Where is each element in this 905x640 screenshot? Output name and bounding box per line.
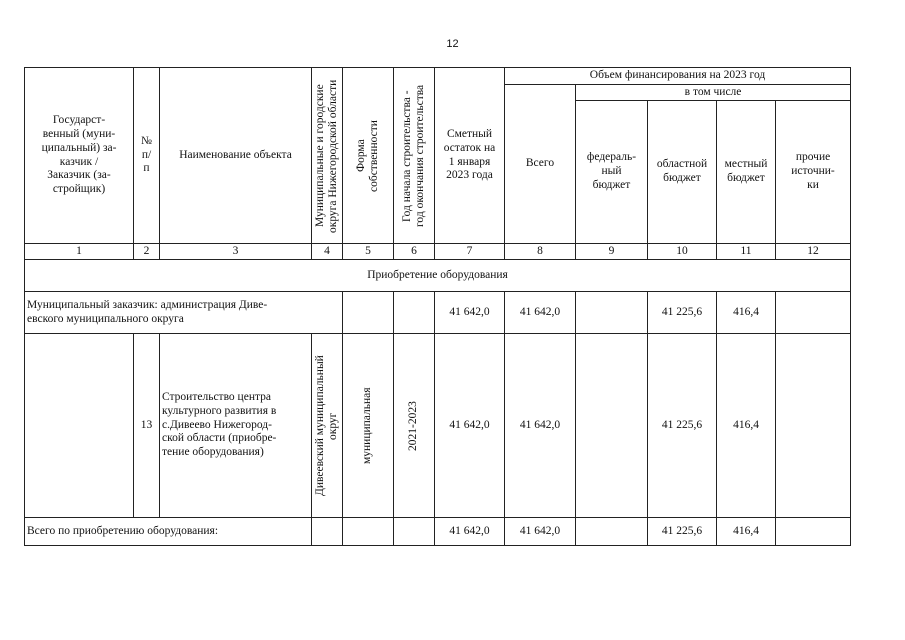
- item-row: [25, 334, 851, 518]
- cell-other: [776, 334, 851, 518]
- column-number: 3: [160, 244, 312, 260]
- column-number: 1: [25, 244, 134, 260]
- column-number: 8: [505, 244, 576, 260]
- header-total: Всего: [505, 85, 576, 244]
- header-years: Год начала строительства - год окончания строительства: [394, 68, 435, 244]
- item-municipality: Дивеевский муниципальный округ: [312, 334, 343, 518]
- column-number: 2: [134, 244, 160, 260]
- item-years: 2021-2023: [394, 334, 435, 518]
- column-number: 6: [394, 244, 435, 260]
- item-ownership: муниципальная: [343, 334, 394, 518]
- total-row: [25, 518, 851, 546]
- cell-empty: [312, 518, 343, 546]
- cell-empty: [343, 292, 394, 334]
- cell-estimate: 41 642,0: [435, 334, 505, 518]
- item-number: 13: [134, 334, 160, 518]
- header-object-name: Наименование объекта: [160, 68, 312, 244]
- total-label: Всего по приобретению оборудования:: [25, 518, 312, 546]
- cell-empty: [25, 334, 134, 518]
- cell-regional: 41 225,6: [648, 334, 717, 518]
- cell-other: [776, 518, 851, 546]
- cell-regional: 41 225,6: [648, 518, 717, 546]
- column-number: 12: [776, 244, 851, 260]
- cell-empty: [394, 292, 435, 334]
- header-number: № п/ п: [134, 68, 160, 244]
- column-number: 9: [576, 244, 648, 260]
- header-local: местный бюджет: [717, 101, 776, 244]
- cell-local: 416,4: [717, 518, 776, 546]
- cell-other: [776, 292, 851, 334]
- customer-label: Муниципальный заказчик: администрация Диве- евского муниципального округа: [25, 292, 343, 334]
- column-number: 10: [648, 244, 717, 260]
- cell-total: 41 642,0: [505, 334, 576, 518]
- cell-federal: [576, 292, 648, 334]
- header-including: в том числе: [576, 85, 851, 101]
- header-federal: федераль- ный бюджет: [576, 101, 648, 244]
- section-title: Приобретение оборудования: [25, 260, 851, 292]
- item-name: Строительство центра культурного развития в с.Дивеево Нижегород- ской области (приобре- тение оборудования): [160, 334, 312, 518]
- header-funding-volume: Объем финансирования на 2023 год: [505, 68, 851, 85]
- cell-empty: [394, 518, 435, 546]
- header-customer: Государст- венный (муни- ципальный) за- казчик / Заказчик (за- стройщик): [25, 68, 134, 244]
- cell-local: 416,4: [717, 334, 776, 518]
- customer-row: [25, 292, 851, 334]
- cell-total: 41 642,0: [505, 518, 576, 546]
- cell-federal: [576, 334, 648, 518]
- financing-table: [24, 67, 851, 546]
- page-number: 12: [446, 38, 459, 50]
- header-municipalities: Муниципальные и городские округа Нижегородской области: [312, 68, 343, 244]
- column-number: 7: [435, 244, 505, 260]
- header-regional: областной бюджет: [648, 101, 717, 244]
- cell-total: 41 642,0: [505, 292, 576, 334]
- column-number: 11: [717, 244, 776, 260]
- header-ownership: Форма собственности: [343, 68, 394, 244]
- header-other: прочие источни- ки: [776, 101, 851, 244]
- cell-federal: [576, 518, 648, 546]
- cell-estimate: 41 642,0: [435, 292, 505, 334]
- cell-estimate: 41 642,0: [435, 518, 505, 546]
- column-number: 4: [312, 244, 343, 260]
- cell-local: 416,4: [717, 292, 776, 334]
- cell-regional: 41 225,6: [648, 292, 717, 334]
- header-estimate-remainder: Сметный остаток на 1 января 2023 года: [435, 68, 505, 244]
- cell-empty: [343, 518, 394, 546]
- column-number: 5: [343, 244, 394, 260]
- column-numbers-row: [25, 244, 851, 260]
